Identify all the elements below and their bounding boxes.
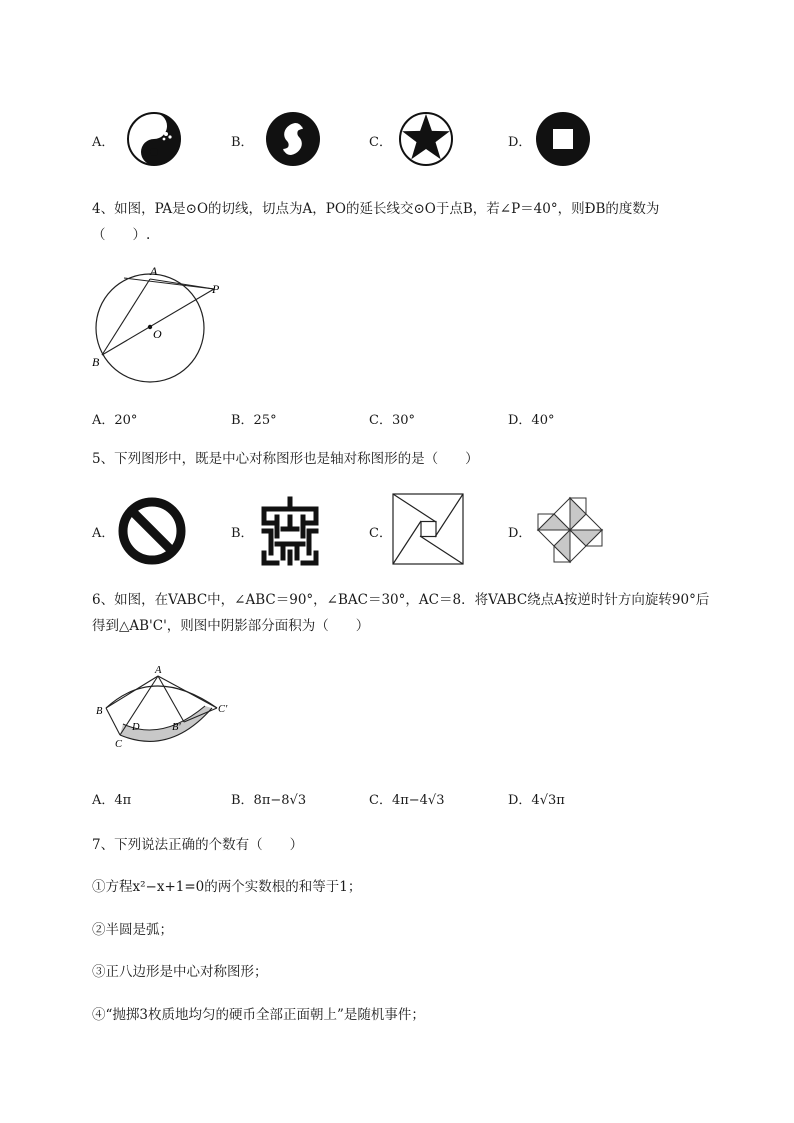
swirl-logo-icon (265, 111, 321, 167)
q6-stem-line2: 得到△AB'C'，则图中阴影部分面积为（ ） (92, 618, 370, 634)
q5-option-b-letter: B． (231, 526, 254, 541)
q3-option-c-letter: C． (369, 135, 392, 150)
windmill-icon (535, 495, 605, 565)
q4-segment-pb (102, 289, 214, 355)
q7-item-3: ③正八边形是中心对称图形； (92, 964, 268, 980)
q6-label-a: A (155, 665, 162, 676)
q4-option-a: A．20° (92, 413, 138, 428)
q6-option-b: B．8π−8√3 (231, 793, 307, 808)
q5-option-c-letter: C． (369, 526, 392, 541)
q6-label-d: D (132, 722, 140, 733)
maze-pattern-icon (257, 496, 323, 566)
q7-item-2: ②半圆是弧； (92, 922, 173, 938)
q6-stem-line1: 6、如图，在VABC中，∠ABC＝90°，∠BAC＝30°，AC＝8．将VABC绕点A按逆时针方向旋转90°后 (92, 592, 710, 608)
q3-option-d-letter: D． (508, 135, 532, 150)
q4-label-p: P (212, 282, 220, 296)
q4-label-b: B (92, 355, 100, 369)
q7-stem: 7、下列说法正确的个数有（ ） (92, 837, 304, 853)
q6-label-c: C (115, 739, 123, 750)
yin-yang-icon (126, 111, 182, 167)
q4-segment-ap (150, 279, 214, 289)
q6-label-c1: C' (218, 704, 228, 715)
q6-segment-ab (106, 676, 158, 708)
q6-option-c: C．4π−4√3 (369, 793, 445, 808)
q6-option-d: D．4√3π (508, 793, 565, 808)
q4-option-b: B．25° (231, 413, 277, 428)
square-hole-coin-icon (535, 111, 591, 167)
q6-segment-bc (106, 708, 120, 735)
q4-center-dot (148, 325, 152, 329)
prohibition-sign-icon (117, 496, 187, 566)
q6-label-b1: B' (172, 722, 181, 733)
q4-label-o: O (153, 327, 162, 341)
q4-segment-ab (102, 279, 150, 355)
q6-rotation-figure (92, 662, 237, 752)
q7-item-4: ④“抛掷3枚质地均匀的硬币全部正面朝上”是随机事件； (92, 1007, 425, 1023)
q4-stem-line1: 4、如图，PA是⊙O的切线，切点为A，PO的延长线交⊙O于点B，若∠P＝40°，则ÐB的度数为 (92, 201, 660, 217)
q4-circle-figure (86, 262, 231, 387)
q4-stem-line2: （ ）. (92, 227, 151, 243)
q6-option-a: A．4π (92, 793, 132, 808)
q5-stem: 5、下列图形中，既是中心对称图形也是轴对称图形的是（ ） (92, 451, 479, 467)
q3-option-a-letter: A． (92, 135, 115, 150)
q6-label-b: B (96, 706, 103, 717)
q7-item-1: ①方程x²−x+1=0的两个实数根的和等于1； (92, 879, 362, 895)
star-in-circle-icon (398, 111, 454, 167)
q4-option-d: D．40° (508, 413, 555, 428)
q5-option-a-letter: A． (92, 526, 115, 541)
q4-label-a: A (150, 264, 158, 278)
q5-option-d-letter: D． (508, 526, 532, 541)
square-pinwheel-icon (392, 493, 464, 565)
q6-arc-bc1 (106, 686, 217, 708)
q4-option-c: C．30° (369, 413, 415, 428)
q3-option-b-letter: B． (231, 135, 254, 150)
